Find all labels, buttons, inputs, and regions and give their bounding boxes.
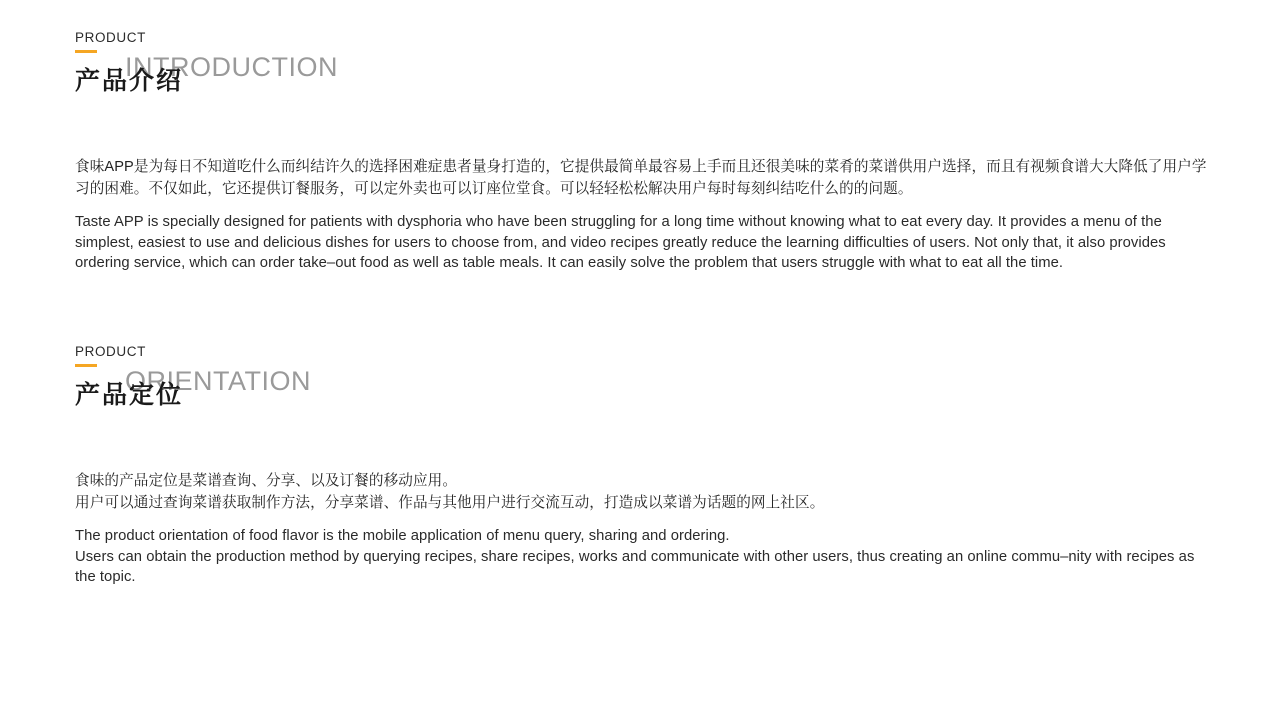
section-title-row (75, 51, 1215, 101)
section-kicker: PRODUCT (75, 30, 146, 45)
section-title-cn: 产品介绍 (75, 66, 184, 95)
paragraph-cn: 食味APP是为每日不知道吃什么而纠结许久的选择困难症患者量身打造的，它提供最简单最容易上手而且还很美味的菜肴的菜谱供用户选择，而且有视频食谱大大降低了用户学习的困难。不仅如此，它还提供订餐服务，可以定外卖也可以订座位堂食。可以轻轻松松解决用户每时每刻纠结吃什么的的问题。 (75, 159, 1207, 197)
paragraph-en: Users can obtain the production method by querying recipes, share recipes, works and communicate with other users, thus creating an online commu–nity with recipes as the topic. (75, 548, 1195, 585)
paragraph-cn: 食味的产品定位是菜谱查询、分享、以及订餐的移动应用。 (75, 473, 458, 489)
section-title-en: INTRODUCTION (125, 51, 338, 82)
paragraph-cn: 用户可以通过查询菜谱获取制作方法，分享菜谱、作品与其他用户进行交流互动，打造成以菜谱为话题的网上社区。 (75, 495, 825, 511)
paragraph-en: The product orientation of food flavor is the mobile application of menu query, sharing and ordering. (75, 528, 730, 544)
accent-rule (75, 364, 97, 367)
section-header (75, 30, 1215, 108)
section-body (75, 470, 1215, 588)
section-body (75, 156, 1215, 274)
paragraph-en: Taste APP is specially designed for patients with dysphoria who have been struggling for a long time without knowing what to eat every day. It provides a menu of the simplest, easiest to use and delicious dishes for users to choose from, and video recipes greatly reduce the learning difficulties of users. Not only that, it also provides ordering service, which can order take–out food as well as table meals. It can easily solve the problem that users struggle with what to eat all the time. (75, 214, 1166, 271)
section-header (75, 344, 1215, 422)
section-title-en: ORIENTATION (125, 365, 311, 396)
section-product-introduction (75, 30, 1215, 274)
section-title-cn: 产品定位 (75, 380, 184, 409)
section-title-row (75, 365, 1215, 415)
accent-rule (75, 50, 97, 53)
section-product-orientation (75, 344, 1215, 588)
section-kicker: PRODUCT (75, 344, 146, 359)
